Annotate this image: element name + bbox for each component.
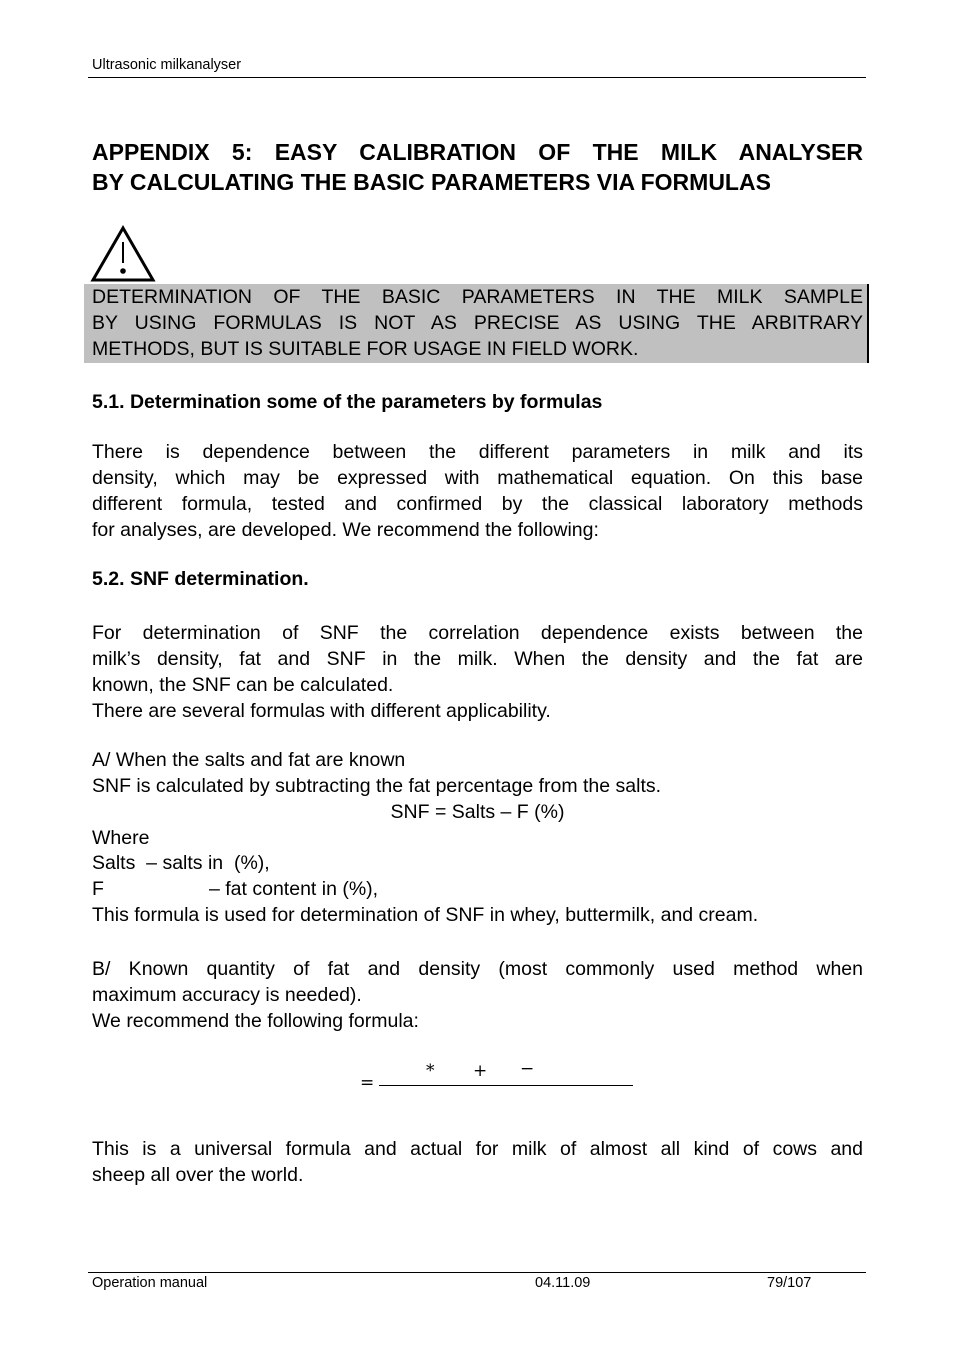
footer-manual-name: Operation manual bbox=[92, 1275, 208, 1291]
case-a-description: SNF is calculated by subtracting the fat percentage from the salts. bbox=[92, 775, 662, 797]
case-a-formula: SNF = Salts – F (%) bbox=[390, 801, 565, 823]
universal-formula-note bbox=[92, 1136, 863, 1188]
warning-line-2: BY USING FORMULAS IS NOT AS PRECISE AS USING THE ARBITRARY bbox=[92, 312, 863, 334]
appendix-title bbox=[92, 137, 863, 197]
fat-symbol: F bbox=[92, 878, 104, 900]
formula-multiply: * bbox=[426, 1061, 435, 1081]
paragraph-line: B/ Known quantity of fat and density (most commonly used method when bbox=[92, 958, 863, 980]
heading-5-2: 5.2. SNF determination. bbox=[92, 568, 309, 590]
salts-definition: Salts – salts in (%), bbox=[92, 852, 270, 874]
paragraph-line: There are several formulas with different applicability. bbox=[92, 700, 551, 722]
title-line-1: APPENDIX 5: EASY CALIBRATION OF THE MILK ANALYSER bbox=[92, 139, 863, 165]
footer-rule bbox=[88, 1272, 866, 1273]
case-a-usage: This formula is used for determination of SNF in whey, buttermilk, and cream. bbox=[92, 904, 759, 926]
formula-fraction-bar bbox=[379, 1085, 633, 1086]
warning-line-1: DETERMINATION OF THE BASIC PARAMETERS IN THE MILK SAMPLE bbox=[92, 286, 863, 308]
paragraph-line: for analyses, are developed. We recommend the following: bbox=[92, 519, 599, 541]
paragraph-line: We recommend the following formula: bbox=[92, 1010, 419, 1032]
paragraph-5-2 bbox=[92, 620, 863, 724]
paragraph-line: For determination of SNF the correlation dependence exists between the bbox=[92, 622, 863, 644]
paragraph-line: There is dependence between the different parameters in milk and its bbox=[92, 441, 863, 463]
fat-definition: – fat content in (%), bbox=[209, 878, 379, 900]
warning-note-text bbox=[92, 284, 863, 362]
formula-plus: + bbox=[473, 1061, 488, 1081]
running-header: Ultrasonic milkanalyser bbox=[92, 57, 242, 73]
paragraph-5-1 bbox=[92, 439, 863, 543]
paragraph-line: maximum accuracy is needed). bbox=[92, 984, 362, 1006]
where-label: Where bbox=[92, 827, 150, 849]
warning-triangle-icon bbox=[90, 225, 156, 283]
footer-page-number: 79/107 bbox=[767, 1275, 812, 1291]
footer-date: 04.11.09 bbox=[535, 1275, 591, 1291]
heading-5-1: 5.1. Determination some of the parameters by formulas bbox=[92, 391, 603, 413]
header-rule bbox=[88, 77, 866, 78]
case-b-paragraph bbox=[92, 956, 863, 1034]
paragraph-line: This is a universal formula and actual for milk of almost all kind of cows and bbox=[92, 1138, 863, 1160]
case-a-title: A/ When the salts and fat are known bbox=[92, 749, 406, 771]
paragraph-line: known, the SNF can be calculated. bbox=[92, 674, 394, 696]
formula-equals: = bbox=[360, 1073, 375, 1093]
title-line-2: BY CALCULATING THE BASIC PARAMETERS VIA FORMULAS bbox=[92, 169, 771, 195]
paragraph-line: milk’s density, fat and SNF in the milk. When the density and the fat are bbox=[92, 648, 863, 670]
paragraph-line: density, which may be expressed with mathematical equation. On this base bbox=[92, 467, 863, 489]
paragraph-line: sheep all over the world. bbox=[92, 1164, 304, 1186]
paragraph-line: different formula, tested and confirmed by the classical laboratory methods bbox=[92, 493, 863, 515]
warning-line-3: METHODS, BUT IS SUITABLE FOR USAGE IN FIELD WORK. bbox=[92, 338, 639, 360]
formula-minus: − bbox=[520, 1059, 535, 1079]
snf-formula bbox=[360, 1061, 640, 1101]
